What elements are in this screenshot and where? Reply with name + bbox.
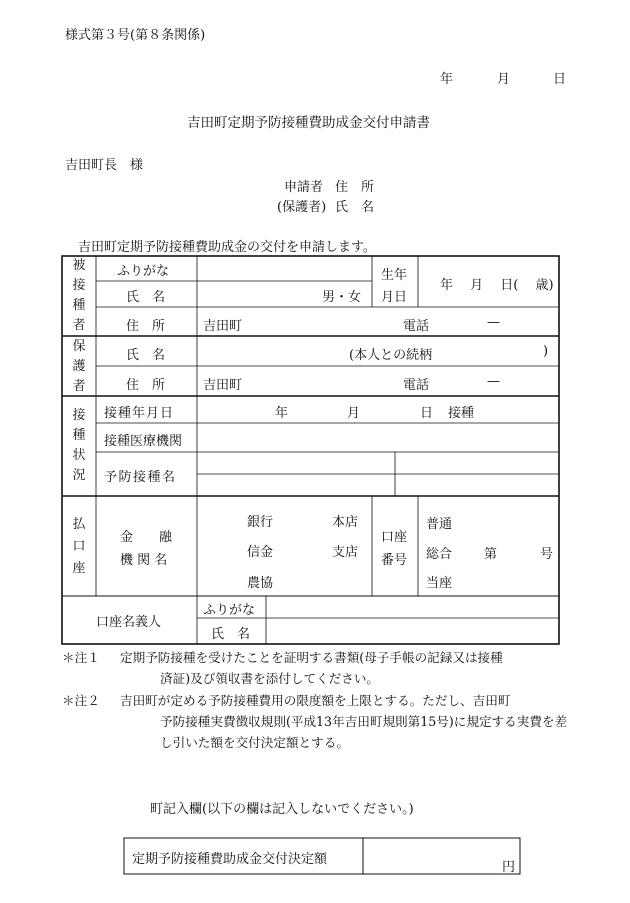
vac-name-label: 予防接種名 bbox=[104, 470, 177, 485]
vaccination-section-label: 接 種 状 況 bbox=[72, 408, 86, 483]
holder-furigana-label: ふりがな bbox=[203, 603, 256, 618]
holder-name-field[interactable] bbox=[270, 620, 556, 642]
payment-institution-label-2: 機 関 名 bbox=[120, 553, 168, 568]
note-2-mark: ＊注２ bbox=[62, 693, 100, 708]
payment-institution-label-1: 金 融 bbox=[120, 530, 173, 545]
birth-label-bottom: 月日 bbox=[381, 290, 408, 305]
guardian-address-label: 住 所 bbox=[126, 378, 166, 393]
guardian-phone-dash[interactable]: — bbox=[487, 374, 500, 389]
birth-label-top: 生年 bbox=[381, 268, 408, 283]
guardian-name-field[interactable] bbox=[200, 341, 340, 363]
guardian-relation-close: ) bbox=[543, 344, 549, 359]
holder-furigana-field[interactable] bbox=[270, 598, 556, 616]
guardian-name-label: 氏 名 bbox=[126, 348, 166, 363]
vac-date-month[interactable]: 月 bbox=[347, 406, 361, 421]
guardian-phone-label: 電話 bbox=[403, 378, 430, 393]
guardian-section-label: 保 護 者 bbox=[72, 339, 86, 394]
guardian-label: (保護者) bbox=[277, 200, 327, 215]
recipient-address-town[interactable]: 吉田町 bbox=[203, 319, 243, 334]
date-day-label: 日 bbox=[553, 72, 567, 87]
recipient-furigana-label: ふりがな bbox=[117, 264, 170, 279]
vac-institution-label: 接種医療機関 bbox=[104, 434, 183, 449]
addressee: 吉田町長 様 bbox=[65, 158, 144, 173]
page-title: 吉田町定期予防接種費助成金交付申請書 bbox=[187, 115, 430, 131]
vac-date-label: 接種年月日 bbox=[104, 406, 175, 421]
note-2 bbox=[62, 690, 582, 754]
account-dai-label: 第 bbox=[484, 547, 498, 562]
vac-name-field-4[interactable] bbox=[398, 477, 556, 494]
note-2-line-3: し引いた額を交付決定額とする。 bbox=[160, 735, 349, 750]
intro-text: 吉田町定期予防接種費助成金の交付を申請します。 bbox=[78, 240, 376, 255]
applicant-label: 申請者 bbox=[284, 180, 324, 195]
bank-label[interactable]: 銀行 bbox=[247, 515, 274, 530]
date-month-label: 月 bbox=[497, 72, 511, 87]
decision-amount-field bbox=[367, 841, 502, 871]
applicant-name-label: 氏 名 bbox=[335, 200, 375, 215]
account-type-current[interactable]: 当座 bbox=[426, 576, 453, 591]
recipient-name-label: 氏 名 bbox=[126, 290, 166, 305]
account-number-label-1: 口座 bbox=[381, 530, 408, 545]
vac-name-field-3[interactable] bbox=[200, 477, 392, 494]
note-2-line-2: 予防接種実費徴収規則(平成13年吉田町規則第15号)に規定する実費を差 bbox=[160, 714, 568, 729]
vac-name-field-2[interactable] bbox=[398, 455, 556, 472]
vac-date-year[interactable]: 年 bbox=[275, 406, 289, 421]
account-type-general[interactable]: 総合 bbox=[426, 547, 453, 562]
account-holder-label: 口座名義人 bbox=[96, 615, 162, 630]
head-office-label[interactable]: 本店 bbox=[332, 515, 359, 530]
payment-section-label: 払 口 座 bbox=[72, 517, 86, 576]
account-go-label: 号 bbox=[540, 547, 554, 562]
applicant-address-label: 住 所 bbox=[335, 180, 375, 195]
credit-union-label[interactable]: 信金 bbox=[247, 545, 274, 560]
office-use-heading: 町記入欄(以下の欄は記入しないでください。) bbox=[150, 802, 414, 817]
recipient-name-field[interactable] bbox=[200, 283, 315, 305]
date-year-label: 年 bbox=[440, 72, 454, 87]
form-number: 様式第３号(第８条関係) bbox=[65, 28, 206, 43]
recipient-address-label: 住 所 bbox=[126, 319, 166, 334]
holder-name-label: 氏 名 bbox=[211, 627, 251, 642]
account-type-ordinary[interactable]: 普通 bbox=[426, 517, 453, 532]
vac-date-suffix: 接種 bbox=[448, 406, 475, 421]
vac-institution-field[interactable] bbox=[200, 426, 555, 448]
vac-date-day[interactable]: 日 bbox=[420, 406, 434, 421]
note-1-line-2: 済証)及び領収書を添付してください。 bbox=[160, 671, 380, 686]
note-2-line-1: 吉田町が定める予防接種費用の限度額を上限とする。ただし、吉田町 bbox=[120, 693, 511, 708]
branch-label[interactable]: 支店 bbox=[332, 545, 359, 560]
note-1 bbox=[62, 647, 582, 689]
decision-amount-label: 定期予防接種費助成金交付決定額 bbox=[132, 852, 328, 867]
recipient-section-label: 被 接 種 者 bbox=[72, 258, 86, 333]
agri-coop-label[interactable]: 農協 bbox=[247, 576, 274, 591]
vac-name-field-1[interactable] bbox=[200, 455, 392, 472]
guardian-address-town[interactable]: 吉田町 bbox=[203, 378, 243, 393]
recipient-phone-label: 電話 bbox=[403, 319, 430, 334]
yen-label: 円 bbox=[502, 860, 516, 875]
recipient-phone-dash[interactable]: — bbox=[487, 315, 500, 330]
note-1-line-1: 定期予防接種を受けたことを証明する書類(母子手帳の記録又は接種 bbox=[120, 650, 503, 665]
guardian-relation[interactable]: (本人との続柄 bbox=[349, 348, 433, 363]
recipient-gender[interactable]: 男・女 bbox=[322, 290, 362, 305]
recipient-furigana-field[interactable] bbox=[200, 258, 370, 280]
birth-date-field[interactable]: 年 月 日( 歳) bbox=[440, 278, 554, 293]
account-number-label-2: 番号 bbox=[381, 553, 408, 568]
note-1-mark: ＊注１ bbox=[62, 650, 100, 665]
